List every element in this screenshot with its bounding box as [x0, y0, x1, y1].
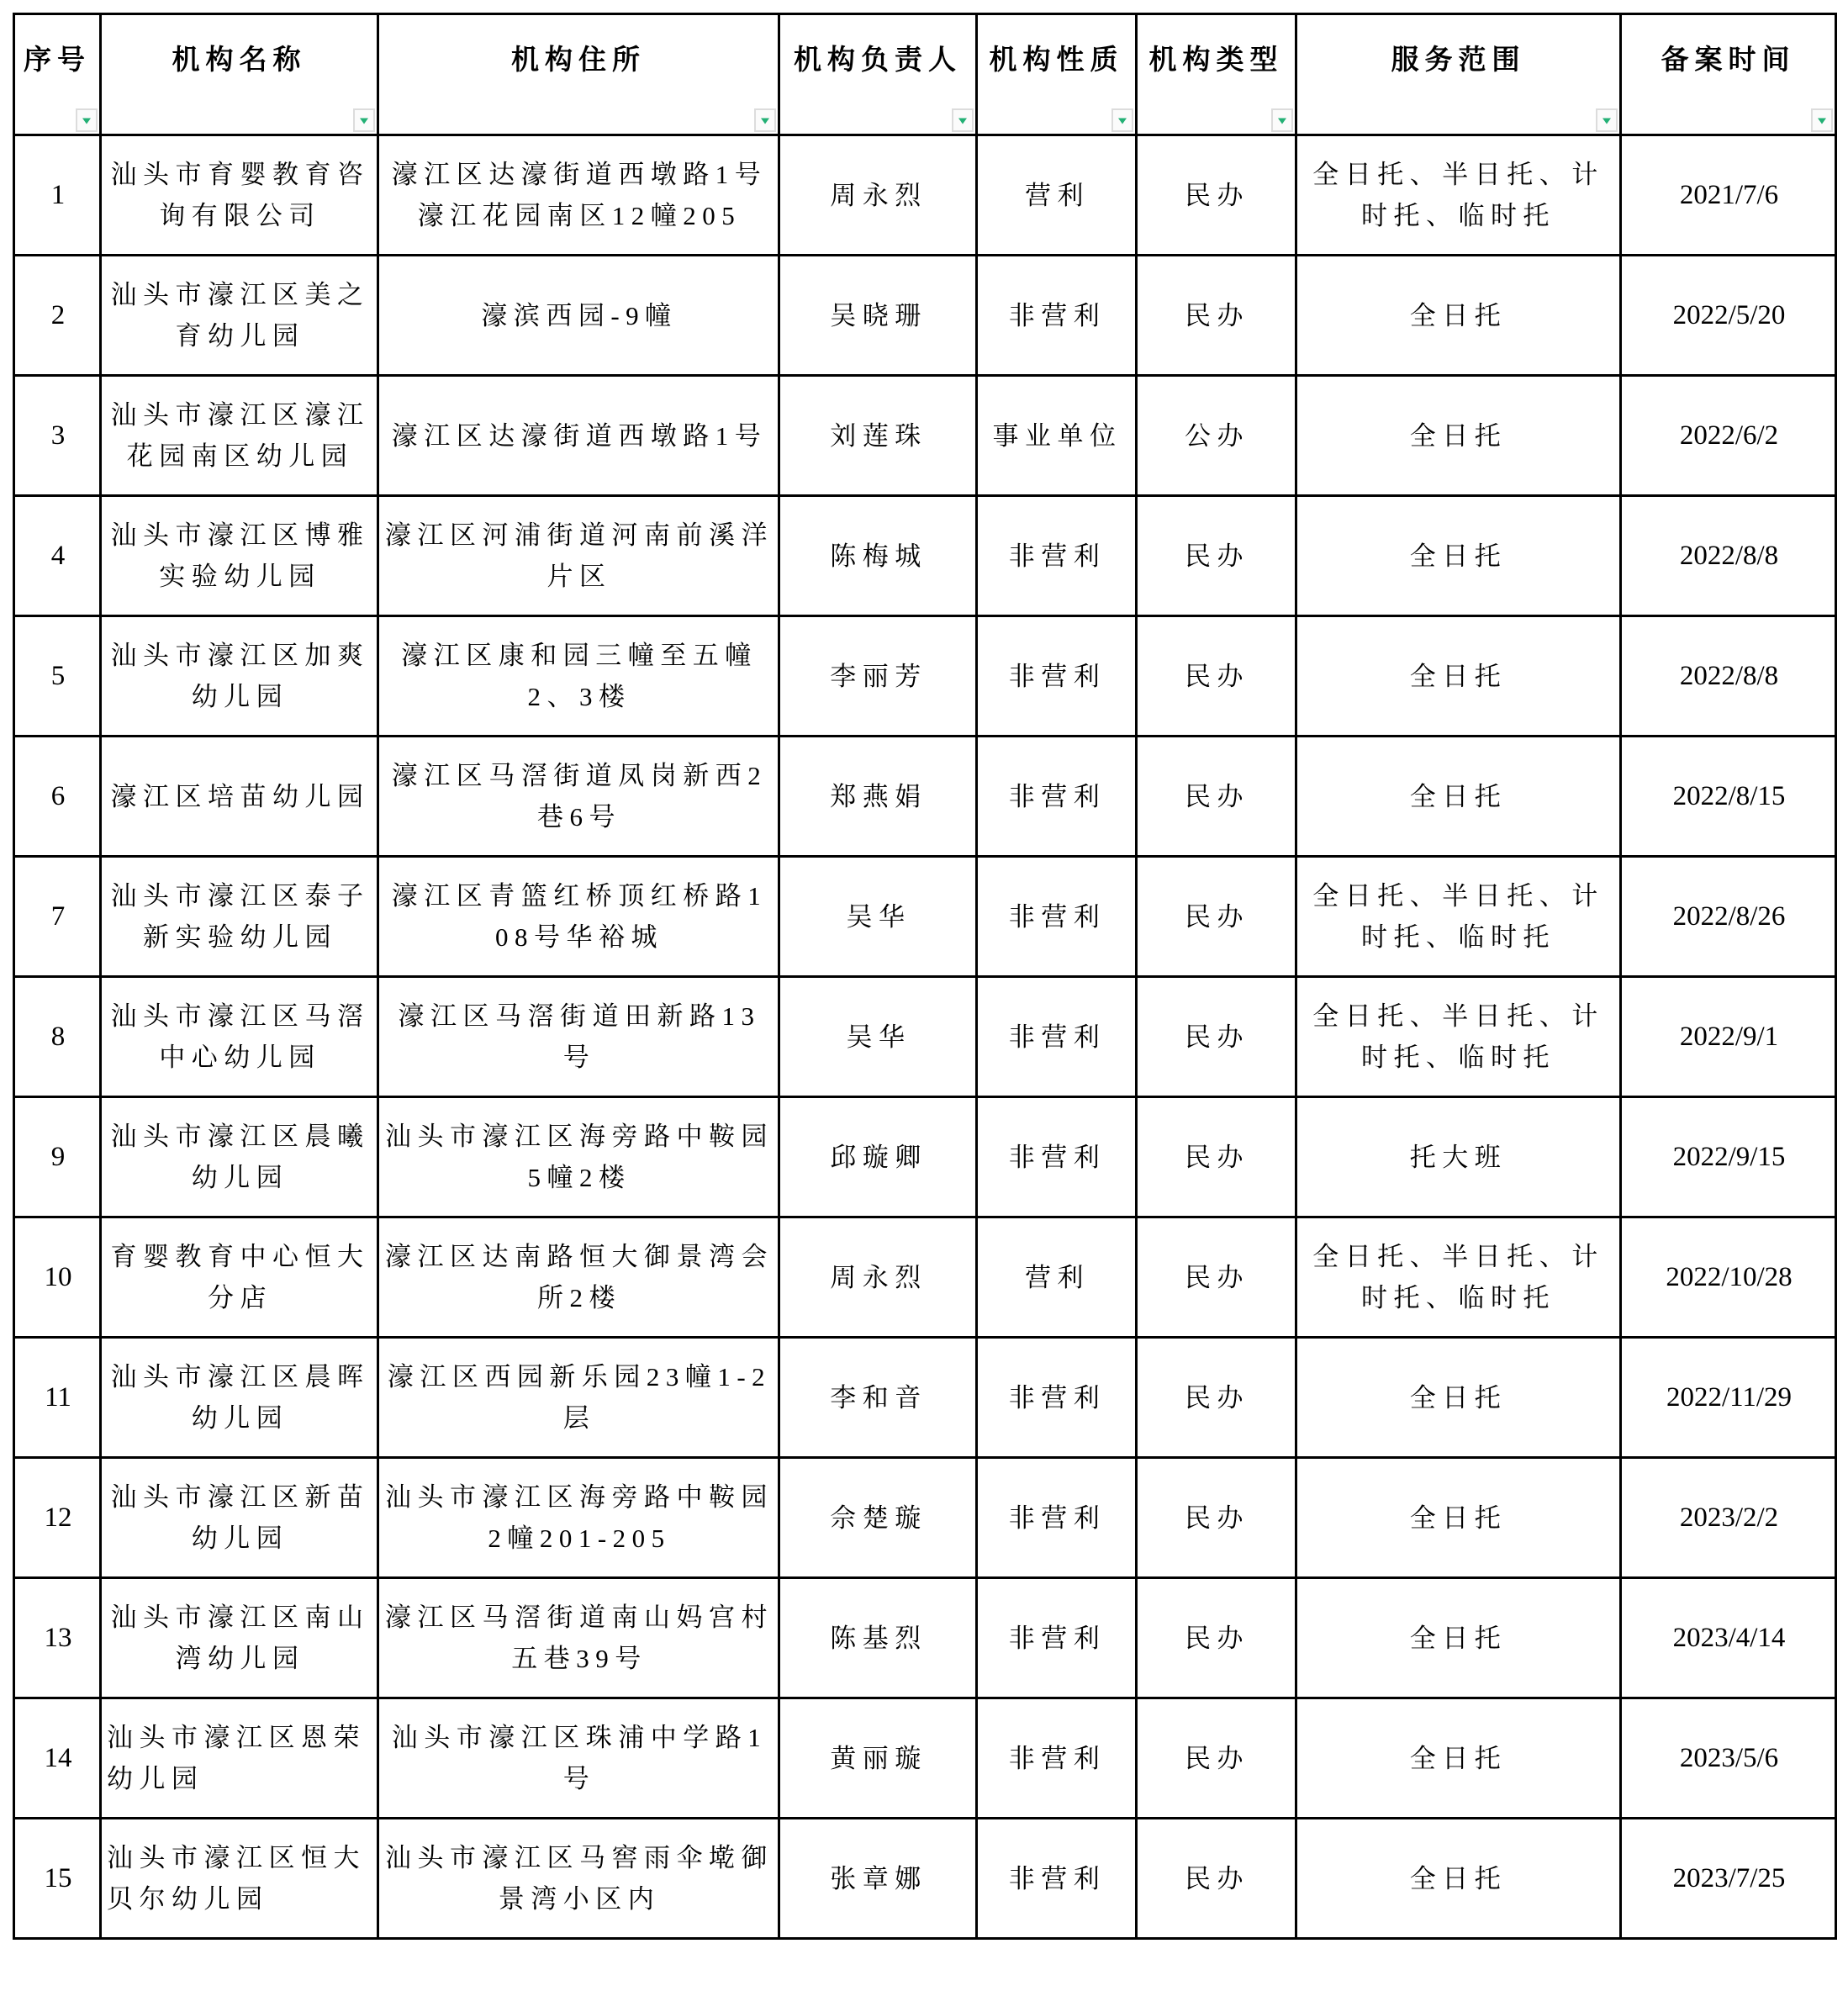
cell-date[interactable]: [1621, 1217, 1836, 1338]
institution-type: 民办: [1185, 1022, 1249, 1052]
filter-dropdown-icon: [958, 119, 967, 124]
header-leader: [779, 14, 977, 135]
cell-nature[interactable]: [977, 1097, 1137, 1217]
institution-address: 濠江区马滘街道凤岗新西2巷6号: [391, 761, 768, 832]
cell-type[interactable]: [1137, 496, 1296, 616]
institution-address: 濠滨西园-9幢: [481, 300, 678, 330]
header-type: [1137, 14, 1296, 135]
institution-name: 汕头市濠江区加爽幼儿园: [110, 641, 370, 711]
institution-type: 公办: [1185, 420, 1249, 451]
institution-name: 汕头市濠江区博雅实验幼儿园: [110, 520, 370, 591]
cell-seq[interactable]: [14, 857, 101, 977]
cell-seq[interactable]: [14, 135, 101, 256]
seq-value: 5: [50, 660, 66, 691]
cell-type[interactable]: [1137, 1458, 1296, 1578]
cell-type[interactable]: [1137, 1819, 1296, 1939]
cell-seq[interactable]: [14, 376, 101, 496]
cell-address[interactable]: [378, 737, 779, 857]
cell-seq[interactable]: [14, 1819, 101, 1939]
filter-button-name[interactable]: [353, 108, 375, 132]
leader-name: 李和音: [830, 1382, 927, 1413]
institution-name: 汕头市育婴教育咨询有限公司: [110, 160, 370, 230]
seq-value: 1: [50, 179, 66, 210]
service-scope: 全日托: [1409, 1743, 1507, 1773]
cell-leader[interactable]: [779, 496, 977, 616]
seq-value: 11: [45, 1381, 71, 1413]
cell-name[interactable]: [101, 376, 378, 496]
table-row: [14, 1097, 1836, 1217]
header-row: [14, 14, 1836, 135]
institution-address: 濠江区青篮红桥顶红桥路108号华裕城: [391, 881, 768, 952]
seq-value: 6: [50, 780, 66, 811]
cell-scope[interactable]: [1296, 977, 1621, 1097]
service-scope: 全日托、半日托、计时托、临时托: [1312, 160, 1604, 230]
institution-address: 濠江区达濠街道西墩路1号濠江花园南区12幢205: [391, 160, 768, 230]
institution-name: 汕头市濠江区美之育幼儿园: [110, 280, 370, 351]
leader-name: 郑燕娟: [830, 781, 927, 811]
cell-leader[interactable]: [779, 616, 977, 737]
header-label: 服务范围: [1391, 45, 1526, 76]
cell-name[interactable]: [101, 1578, 378, 1698]
cell-date[interactable]: [1621, 1458, 1836, 1578]
filter-button-leader[interactable]: [952, 108, 974, 132]
cell-type[interactable]: [1137, 135, 1296, 256]
table-row: [14, 135, 1836, 256]
institution-type: 民办: [1185, 1502, 1249, 1533]
institution-address: 濠江区河浦街道河南前溪洋片区: [385, 520, 774, 591]
cell-name[interactable]: [101, 616, 378, 737]
filter-dropdown-icon: [360, 119, 368, 124]
cell-type[interactable]: [1137, 1217, 1296, 1338]
cell-address[interactable]: [378, 616, 779, 737]
filing-date: 2021/7/6: [1679, 179, 1779, 210]
cell-name[interactable]: [101, 1819, 378, 1939]
cell-date[interactable]: [1621, 737, 1836, 857]
cell-address[interactable]: [378, 256, 779, 376]
seq-value: 2: [50, 299, 66, 330]
cell-name[interactable]: [101, 1458, 378, 1578]
filing-date: 2022/5/20: [1672, 299, 1786, 330]
leader-name: 佘楚璇: [830, 1502, 927, 1533]
institution-nature: 事业单位: [992, 420, 1122, 451]
leader-name: 吴华: [846, 901, 911, 932]
cell-scope[interactable]: [1296, 1698, 1621, 1819]
institution-address: 汕头市濠江区海旁路中鞍园5幢2楼: [385, 1122, 774, 1192]
filing-date: 2023/2/2: [1679, 1502, 1779, 1533]
institution-type: 民办: [1185, 901, 1249, 932]
table-row: [14, 857, 1836, 977]
institution-name: 汕头市濠江区恩荣幼儿园: [107, 1723, 366, 1793]
cell-type[interactable]: [1137, 977, 1296, 1097]
cell-seq[interactable]: [14, 1698, 101, 1819]
institution-nature: 非营利: [1008, 1022, 1106, 1052]
table-row: [14, 977, 1836, 1097]
cell-type[interactable]: [1137, 1578, 1296, 1698]
cell-leader[interactable]: [779, 1698, 977, 1819]
cell-nature[interactable]: [977, 977, 1137, 1097]
cell-type[interactable]: [1137, 737, 1296, 857]
seq-value: 3: [50, 420, 66, 451]
institution-name: 汕头市濠江区新苗幼儿园: [110, 1482, 370, 1553]
leader-name: 黄丽璇: [830, 1743, 927, 1773]
cell-leader[interactable]: [779, 737, 977, 857]
cell-seq[interactable]: [14, 1578, 101, 1698]
cell-date[interactable]: [1621, 1698, 1836, 1819]
institution-name: 汕头市濠江区南山湾幼儿园: [110, 1603, 370, 1673]
institution-address: 濠江区马滘街道田新路13号: [398, 1001, 761, 1072]
table-row: [14, 616, 1836, 737]
service-scope: 全日托: [1409, 541, 1507, 571]
cell-scope[interactable]: [1296, 616, 1621, 737]
cell-seq[interactable]: [14, 1097, 101, 1217]
table-row: [14, 376, 1836, 496]
cell-seq[interactable]: [14, 616, 101, 737]
filing-date: 2022/8/15: [1672, 780, 1786, 811]
leader-name: 刘莲珠: [830, 420, 927, 451]
filing-date: 2023/4/14: [1672, 1622, 1786, 1653]
institution-nature: 非营利: [1008, 300, 1106, 330]
cell-address[interactable]: [378, 135, 779, 256]
header-label: 机构性质: [989, 45, 1124, 76]
header-label: 序号: [24, 45, 91, 76]
institution-type: 民办: [1185, 1382, 1249, 1413]
cell-seq[interactable]: [14, 737, 101, 857]
institution-name: 汕头市濠江区马滘中心幼儿园: [110, 1001, 370, 1072]
cell-type[interactable]: [1137, 256, 1296, 376]
cell-seq[interactable]: [14, 256, 101, 376]
cell-date[interactable]: [1621, 376, 1836, 496]
filing-date: 2022/9/15: [1672, 1141, 1786, 1172]
cell-nature[interactable]: [977, 737, 1137, 857]
cell-leader[interactable]: [779, 1458, 977, 1578]
leader-name: 陈梅城: [830, 541, 927, 571]
cell-leader[interactable]: [779, 1217, 977, 1338]
cell-name[interactable]: [101, 1217, 378, 1338]
table-row: [14, 737, 1836, 857]
service-scope: 全日托: [1409, 1502, 1507, 1533]
cell-leader[interactable]: [779, 376, 977, 496]
cell-date[interactable]: [1621, 616, 1836, 737]
institution-type: 民办: [1185, 300, 1249, 330]
cell-scope[interactable]: [1296, 376, 1621, 496]
institution-type: 民办: [1185, 781, 1249, 811]
cell-nature[interactable]: [977, 1819, 1137, 1939]
institution-name: 汕头市濠江区晨曦幼儿园: [110, 1122, 370, 1192]
cell-address[interactable]: [378, 376, 779, 496]
cell-type[interactable]: [1137, 1698, 1296, 1819]
cell-name[interactable]: [101, 857, 378, 977]
seq-value: 12: [44, 1502, 72, 1533]
cell-type[interactable]: [1137, 1338, 1296, 1458]
cell-type[interactable]: [1137, 1097, 1296, 1217]
institution-type: 民办: [1185, 1623, 1249, 1653]
table-body: [14, 135, 1836, 1939]
header-seq: [14, 14, 101, 135]
institution-address: 汕头市濠江区珠浦中学路1号: [391, 1723, 768, 1793]
institution-type: 民办: [1185, 1863, 1249, 1893]
cell-leader[interactable]: [779, 1578, 977, 1698]
table-row: [14, 496, 1836, 616]
service-scope: 全日托、半日托、计时托、临时托: [1312, 1001, 1604, 1072]
seq-value: 4: [50, 540, 66, 571]
cell-address[interactable]: [378, 857, 779, 977]
cell-seq[interactable]: [14, 1458, 101, 1578]
leader-name: 吴晓珊: [830, 300, 927, 330]
header-nature: [977, 14, 1137, 135]
institution-address: 濠江区马滘街道南山妈宫村五巷39号: [385, 1603, 774, 1673]
cell-scope[interactable]: [1296, 1338, 1621, 1458]
cell-address[interactable]: [378, 1217, 779, 1338]
institution-address: 汕头市濠江区海旁路中鞍园2幢201-205: [385, 1482, 774, 1553]
cell-seq[interactable]: [14, 496, 101, 616]
institution-type: 民办: [1185, 661, 1249, 691]
cell-date[interactable]: [1621, 135, 1836, 256]
institution-name: 育婴教育中心恒大分店: [110, 1242, 370, 1312]
filter-dropdown-icon: [1118, 119, 1127, 124]
service-scope: 全日托: [1409, 1382, 1507, 1413]
cell-date[interactable]: [1621, 1819, 1836, 1939]
institution-address: 濠江区西园新乐园23幢1-2层: [387, 1362, 772, 1433]
cell-nature[interactable]: [977, 1458, 1137, 1578]
cell-name[interactable]: [101, 737, 378, 857]
seq-value: 13: [44, 1622, 72, 1653]
cell-name[interactable]: [101, 256, 378, 376]
table-row: [14, 1698, 1836, 1819]
filing-date: 2023/7/25: [1672, 1862, 1786, 1893]
cell-date[interactable]: [1621, 1338, 1836, 1458]
institution-nature: 非营利: [1008, 1502, 1106, 1533]
leader-name: 吴华: [846, 1022, 911, 1052]
seq-value: 15: [44, 1862, 72, 1893]
leader-name: 李丽芳: [830, 661, 927, 691]
cell-name[interactable]: [101, 1338, 378, 1458]
cell-name[interactable]: [101, 496, 378, 616]
seq-value: 8: [50, 1021, 66, 1052]
institution-type: 民办: [1185, 1142, 1249, 1172]
cell-date[interactable]: [1621, 1097, 1836, 1217]
institution-nature: 非营利: [1008, 901, 1106, 932]
cell-scope[interactable]: [1296, 1458, 1621, 1578]
filing-date: 2022/8/8: [1679, 660, 1779, 691]
filing-date: 2022/6/2: [1679, 420, 1779, 451]
filter-button-address[interactable]: [754, 108, 776, 132]
filter-dropdown-icon: [82, 119, 91, 124]
cell-date[interactable]: [1621, 256, 1836, 376]
institution-registry-table: [13, 13, 1837, 1940]
cell-scope[interactable]: [1296, 135, 1621, 256]
service-scope: 全日托: [1409, 1863, 1507, 1893]
cell-type[interactable]: [1137, 857, 1296, 977]
cell-scope[interactable]: [1296, 1097, 1621, 1217]
cell-name[interactable]: [101, 1698, 378, 1819]
header-label: 机构类型: [1148, 45, 1284, 76]
institution-nature: 营利: [1025, 180, 1090, 210]
filter-dropdown-icon: [1602, 119, 1611, 124]
cell-nature[interactable]: [977, 496, 1137, 616]
cell-leader[interactable]: [779, 977, 977, 1097]
seq-value: 10: [44, 1261, 72, 1292]
cell-scope[interactable]: [1296, 737, 1621, 857]
institution-type: 民办: [1185, 1262, 1249, 1292]
cell-leader[interactable]: [779, 1338, 977, 1458]
filing-date: 2022/8/8: [1679, 540, 1779, 571]
institution-name: 汕头市濠江区泰子新实验幼儿园: [110, 881, 370, 952]
header-label: 机构名称: [172, 45, 307, 76]
header-date: [1621, 14, 1836, 135]
institution-nature: 非营利: [1008, 661, 1106, 691]
institution-address: 濠江区达南路恒大御景湾会所2楼: [385, 1242, 774, 1312]
institution-name: 汕头市濠江区濠江花园南区幼儿园: [110, 400, 370, 471]
filter-dropdown-icon: [761, 119, 769, 124]
institution-nature: 非营利: [1008, 541, 1106, 571]
seq-value: 7: [50, 900, 66, 932]
leader-name: 张章娜: [830, 1863, 927, 1893]
filing-date: 2022/9/1: [1679, 1021, 1779, 1052]
cell-name[interactable]: [101, 977, 378, 1097]
cell-address[interactable]: [378, 1097, 779, 1217]
cell-type[interactable]: [1137, 376, 1296, 496]
institution-nature: 营利: [1025, 1262, 1090, 1292]
cell-address[interactable]: [378, 1698, 779, 1819]
cell-leader[interactable]: [779, 135, 977, 256]
filter-button-scope[interactable]: [1596, 108, 1618, 132]
table-row: [14, 1578, 1836, 1698]
cell-name[interactable]: [101, 1097, 378, 1217]
cell-nature[interactable]: [977, 857, 1137, 977]
cell-address[interactable]: [378, 1458, 779, 1578]
cell-address[interactable]: [378, 977, 779, 1097]
header-label: 备案时间: [1661, 45, 1796, 76]
header-scope: [1296, 14, 1621, 135]
service-scope: 全日托: [1409, 781, 1507, 811]
header-address: [378, 14, 779, 135]
cell-nature[interactable]: [977, 1698, 1137, 1819]
institution-nature: 非营利: [1008, 1623, 1106, 1653]
filter-button-type[interactable]: [1271, 108, 1293, 132]
leader-name: 周永烈: [830, 180, 927, 210]
leader-name: 陈基烈: [830, 1623, 927, 1653]
service-scope: 全日托: [1409, 420, 1507, 451]
table-row: [14, 1819, 1836, 1939]
cell-scope[interactable]: [1296, 857, 1621, 977]
institution-type: 民办: [1185, 180, 1249, 210]
institution-nature: 非营利: [1008, 1142, 1106, 1172]
cell-seq[interactable]: [14, 1217, 101, 1338]
cell-leader[interactable]: [779, 1097, 977, 1217]
institution-nature: 非营利: [1008, 781, 1106, 811]
cell-leader[interactable]: [779, 256, 977, 376]
filter-button-date[interactable]: [1811, 108, 1833, 132]
cell-seq[interactable]: [14, 977, 101, 1097]
cell-type[interactable]: [1137, 616, 1296, 737]
filter-button-nature[interactable]: [1111, 108, 1133, 132]
cell-address[interactable]: [378, 1819, 779, 1939]
cell-nature[interactable]: [977, 1578, 1137, 1698]
cell-nature[interactable]: [977, 256, 1137, 376]
cell-scope[interactable]: [1296, 1578, 1621, 1698]
filter-button-seq[interactable]: [76, 108, 98, 132]
institution-address: 汕头市濠江区马窖雨伞墘御景湾小区内: [385, 1843, 774, 1914]
cell-nature[interactable]: [977, 616, 1137, 737]
cell-leader[interactable]: [779, 1819, 977, 1939]
cell-nature[interactable]: [977, 1217, 1137, 1338]
institution-name: 濠江区培苗幼儿园: [110, 781, 370, 811]
institution-name: 汕头市濠江区晨晖幼儿园: [110, 1362, 370, 1433]
institution-type: 民办: [1185, 541, 1249, 571]
cell-name[interactable]: [101, 135, 378, 256]
cell-date[interactable]: [1621, 496, 1836, 616]
table-row: [14, 1458, 1836, 1578]
cell-date[interactable]: [1621, 857, 1836, 977]
filing-date: 2023/5/6: [1679, 1742, 1779, 1773]
table-row: [14, 1217, 1836, 1338]
cell-date[interactable]: [1621, 977, 1836, 1097]
table-row: [14, 256, 1836, 376]
service-scope: 全日托、半日托、计时托、临时托: [1312, 1242, 1604, 1312]
cell-nature[interactable]: [977, 135, 1137, 256]
cell-date[interactable]: [1621, 1578, 1836, 1698]
filing-date: 2022/10/28: [1666, 1261, 1793, 1292]
service-scope: 全日托: [1409, 300, 1507, 330]
cell-scope[interactable]: [1296, 256, 1621, 376]
cell-scope[interactable]: [1296, 1217, 1621, 1338]
table-row: [14, 1338, 1836, 1458]
cell-address[interactable]: [378, 1338, 779, 1458]
filter-dropdown-icon: [1278, 119, 1286, 124]
institution-address: 濠江区康和园三幢至五幢2、3楼: [401, 641, 758, 711]
institution-nature: 非营利: [1008, 1382, 1106, 1413]
institution-type: 民办: [1185, 1743, 1249, 1773]
filter-dropdown-icon: [1818, 119, 1826, 124]
cell-scope[interactable]: [1296, 1819, 1621, 1939]
cell-nature[interactable]: [977, 376, 1137, 496]
leader-name: 周永烈: [830, 1262, 927, 1292]
cell-leader[interactable]: [779, 857, 977, 977]
filing-date: 2022/8/26: [1672, 900, 1786, 932]
header-label: 机构住所: [511, 45, 646, 76]
institution-address: 濠江区达濠街道西墩路1号: [391, 420, 768, 451]
seq-value: 9: [50, 1141, 66, 1172]
leader-name: 邱璇卿: [830, 1142, 927, 1172]
cell-seq[interactable]: [14, 1338, 101, 1458]
cell-address[interactable]: [378, 1578, 779, 1698]
institution-nature: 非营利: [1008, 1863, 1106, 1893]
service-scope: 全日托: [1409, 1623, 1507, 1653]
service-scope: 全日托、半日托、计时托、临时托: [1312, 881, 1604, 952]
seq-value: 14: [44, 1742, 72, 1773]
service-scope: 全日托: [1409, 661, 1507, 691]
cell-address[interactable]: [378, 496, 779, 616]
header-label: 机构负责人: [794, 45, 962, 76]
header-name: [101, 14, 378, 135]
institution-name: 汕头市濠江区恒大贝尔幼儿园: [107, 1843, 366, 1914]
cell-scope[interactable]: [1296, 496, 1621, 616]
filing-date: 2022/11/29: [1666, 1381, 1793, 1413]
service-scope: 托大班: [1409, 1142, 1507, 1172]
institution-nature: 非营利: [1008, 1743, 1106, 1773]
cell-nature[interactable]: [977, 1338, 1137, 1458]
